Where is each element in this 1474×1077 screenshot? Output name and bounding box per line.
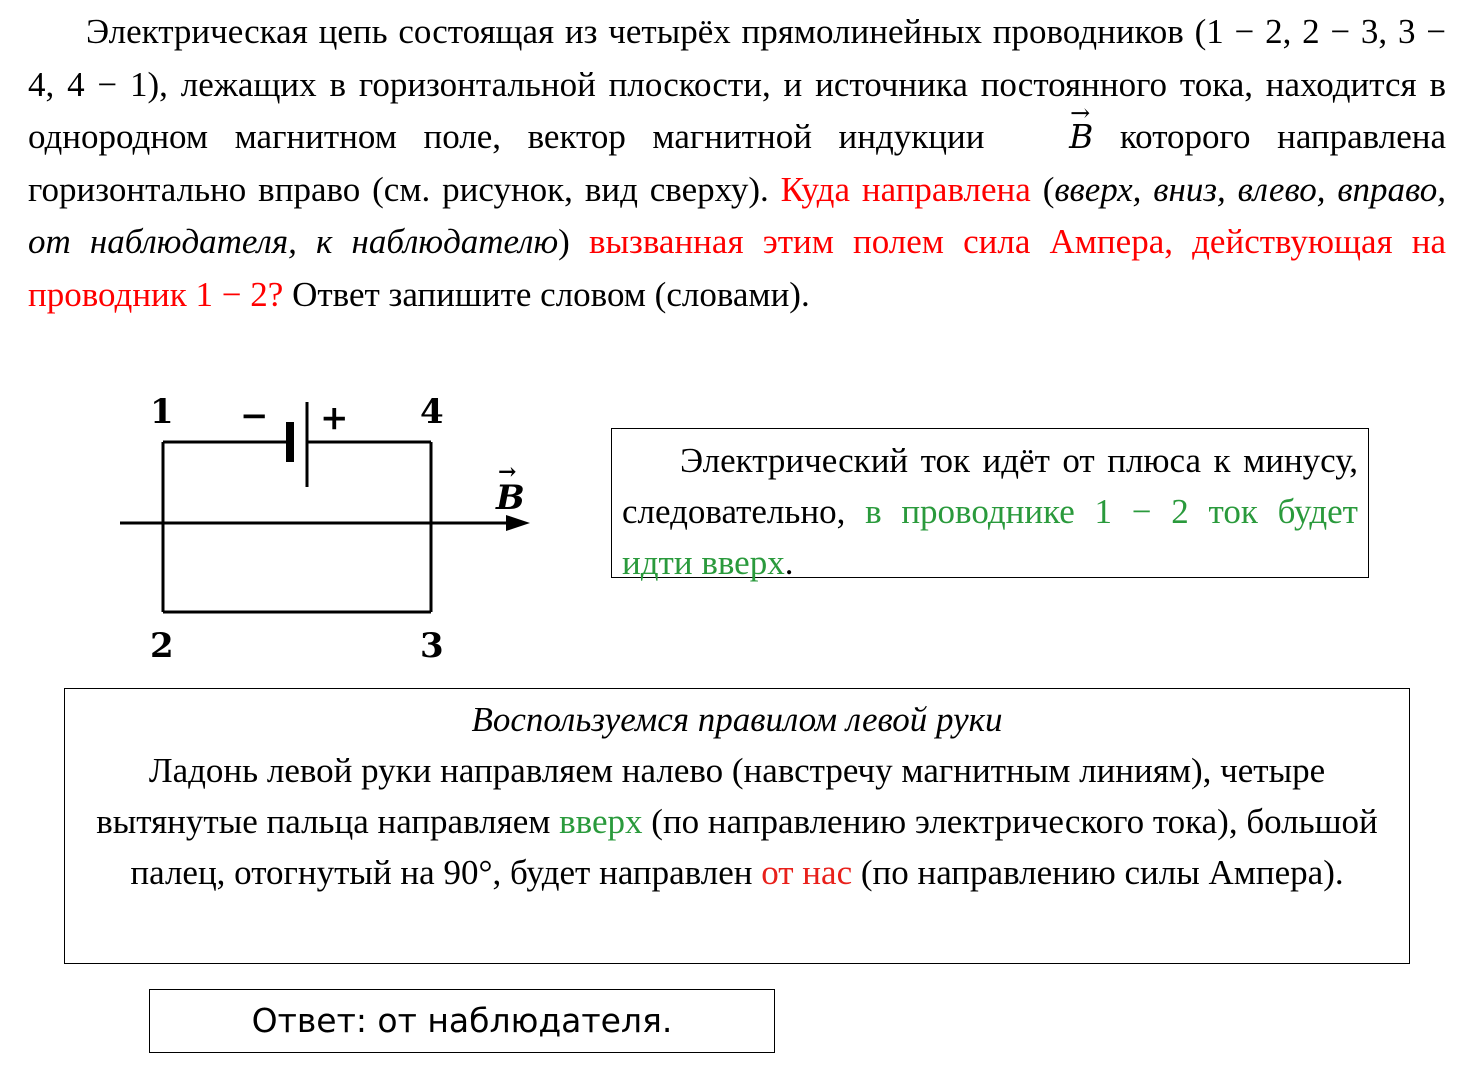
rule-away: от нас xyxy=(761,853,853,892)
hint-conclusion: в проводнике 1 − 2 ток будет идти вверх xyxy=(622,492,1358,582)
rule-text-2: (по направлению электрического тока), большой палец, отогнутый на 90°, будет направлен xyxy=(130,802,1378,892)
node-1-label: 1 xyxy=(150,392,174,432)
plus-label: + xyxy=(320,398,349,438)
vector-b: → B xyxy=(1011,111,1093,164)
rule-text-3: (по направлению силы Ампера). xyxy=(852,853,1344,892)
rule-box xyxy=(64,688,1410,964)
question-part-1: Куда направлена xyxy=(780,169,1031,209)
problem-part-3: Ответ запишите словом (словами). xyxy=(283,274,810,314)
answer-box xyxy=(149,989,775,1053)
node-4-label: 4 xyxy=(420,392,444,432)
field-b-label: B xyxy=(496,478,525,518)
answer-options: вверх, вниз, влево, вправо, от наблюдателя, к наблюдателю xyxy=(28,169,1447,261)
node-3-label: 3 xyxy=(420,626,444,666)
rule-up: вверх xyxy=(559,802,643,841)
question-part-2: вызванная этим полем сила Ампера, действующая на проводник 1 − 2? xyxy=(28,222,1446,314)
hint-text: Электрический ток идёт от плюса к минусу, следовательно, xyxy=(622,441,1358,531)
rule-text-1: Ладонь левой руки направляем налево (навстречу магнитным линиям), четыре вытянутые пальца направляем xyxy=(96,751,1326,841)
problem-text xyxy=(28,6,1446,321)
rule-heading: Воспользуемся правилом левой руки xyxy=(471,700,1003,739)
hint-end: . xyxy=(784,543,794,582)
circuit-diagram xyxy=(110,385,550,675)
minus-label: − xyxy=(240,396,269,436)
paren-open: ( xyxy=(1030,169,1055,209)
rule-body xyxy=(87,745,1387,898)
answer-text: Ответ: от наблюдателя. xyxy=(251,1001,673,1040)
paren-close: ) xyxy=(558,222,589,261)
problem-part-2: которого направлена горизонтально вправо (см. рисунок, вид сверху). xyxy=(28,117,1447,209)
field-b-arrow: → xyxy=(498,459,517,485)
node-2-label: 2 xyxy=(150,626,174,666)
problem-part-1: Электрическая цепь состоящая из четырёх прямолинейных проводников (1 − 2, 2 − 3, 3 − 4, 4 − 1), лежащих в горизонтальной плоскости, и источника постоянного тока, находится в однородном магнитном поле, вектор магнитной индукции xyxy=(28,12,1446,156)
hint-box xyxy=(611,428,1369,582)
